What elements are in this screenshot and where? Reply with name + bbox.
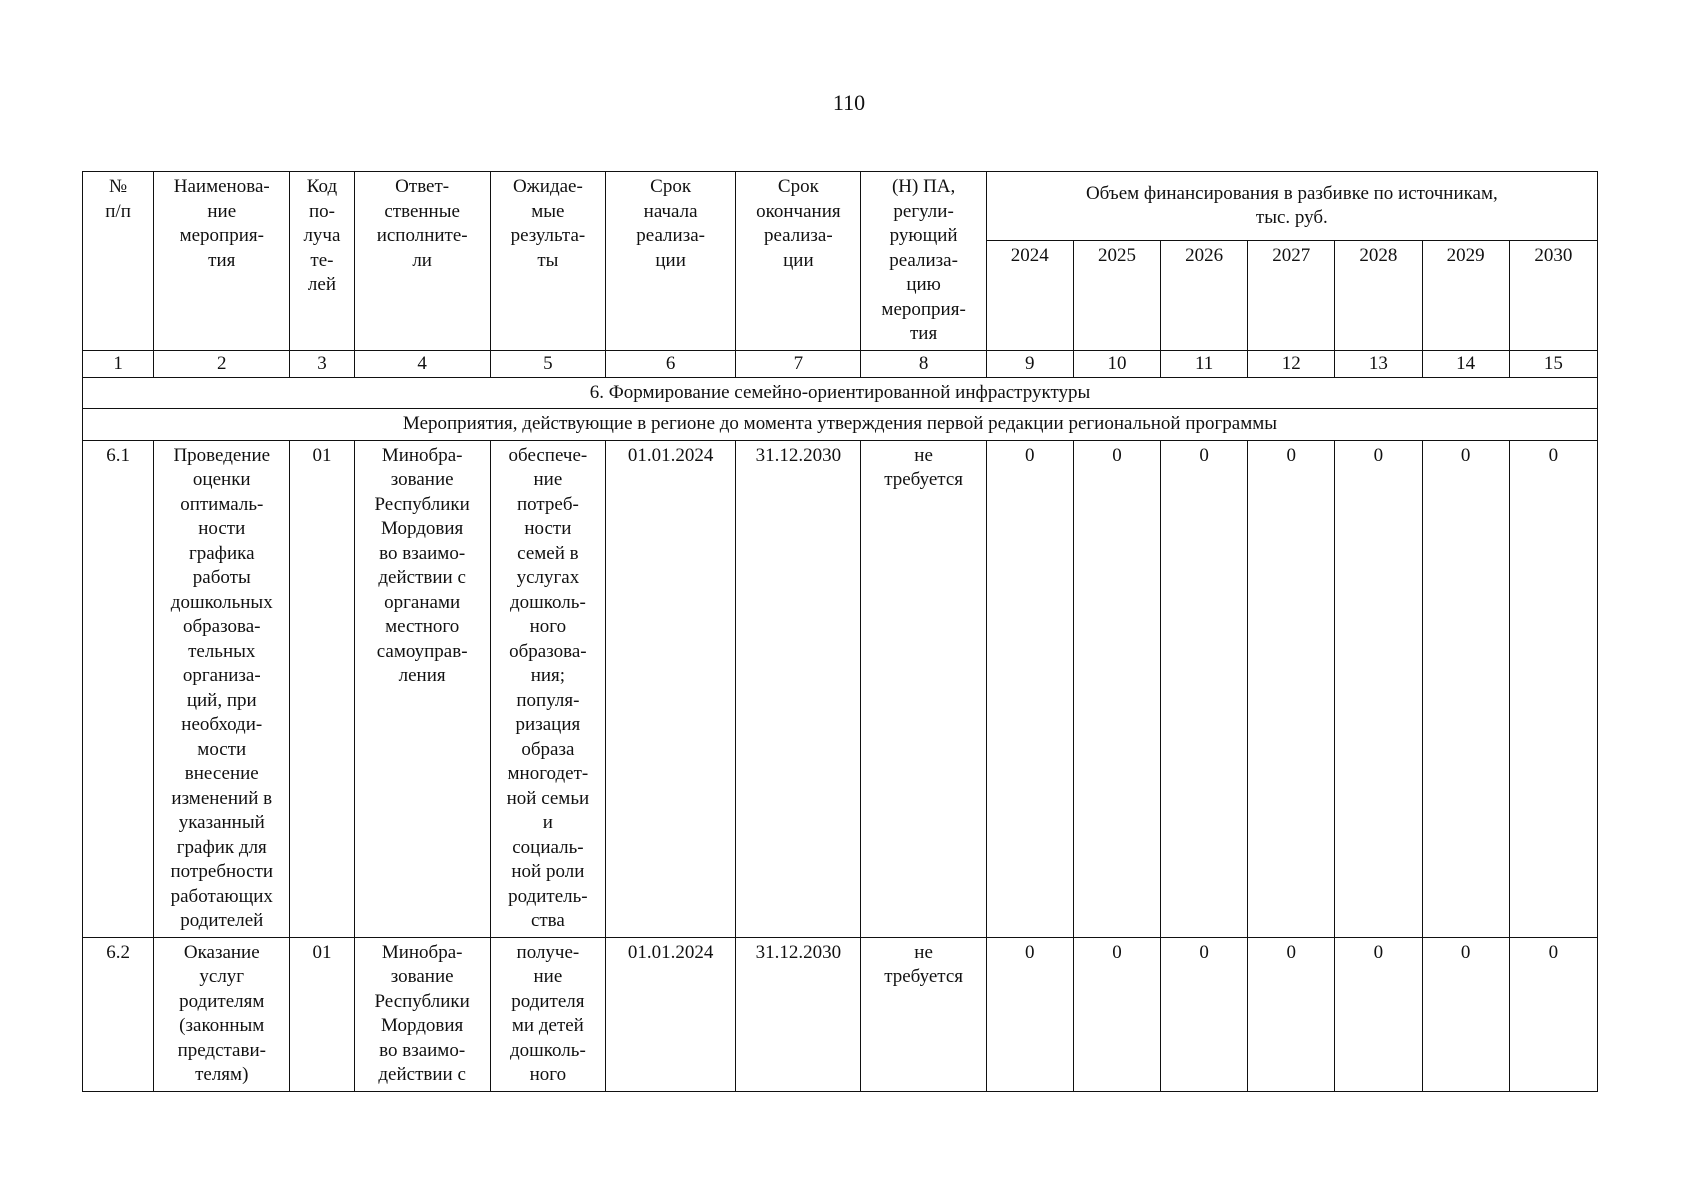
header-funding: Объем финансирования в разбивке по источникам, тыс. руб. <box>986 172 1597 241</box>
column-number: 12 <box>1248 350 1335 377</box>
column-number: 6 <box>606 350 736 377</box>
column-number: 1 <box>83 350 154 377</box>
row-end-date: 31.12.2030 <box>736 937 861 1091</box>
section-row <box>83 377 1598 409</box>
header-year: 2025 <box>1073 241 1160 350</box>
column-number: 10 <box>1073 350 1160 377</box>
row-expected-results: получе- ние родителя ми детей дошколь- ного <box>490 937 605 1091</box>
header-year: 2030 <box>1509 241 1597 350</box>
row-funding-value: 0 <box>1161 937 1248 1091</box>
header-expected-results: Ожидае- мые результа- ты <box>490 172 605 351</box>
header-year: 2026 <box>1161 241 1248 350</box>
row-end-date: 31.12.2030 <box>736 440 861 937</box>
header-legal-act: (Н) ПА, регули- рующий реализа- цию мероприя- тия <box>861 172 986 351</box>
column-number: 14 <box>1422 350 1509 377</box>
table-row <box>83 937 1598 1091</box>
row-funding-value: 0 <box>1422 440 1509 937</box>
column-number: 9 <box>986 350 1073 377</box>
table-header-row <box>83 172 1598 241</box>
row-funding-value: 0 <box>1073 937 1160 1091</box>
column-number: 15 <box>1509 350 1597 377</box>
header-start-date: Срок начала реализа- ции <box>606 172 736 351</box>
header-num: № п/п <box>83 172 154 351</box>
row-funding-value: 0 <box>1335 440 1422 937</box>
header-year: 2029 <box>1422 241 1509 350</box>
header-year: 2027 <box>1248 241 1335 350</box>
column-numbers-row <box>83 350 1598 377</box>
row-funding-value: 0 <box>1248 937 1335 1091</box>
column-number: 11 <box>1161 350 1248 377</box>
page-number: 110 <box>832 90 866 115</box>
row-legal-act: не требуется <box>861 937 986 1091</box>
row-expected-results: обеспече- ние потреб- ности семей в услугах дошколь- ного образова- ния; популя- ризация образа многодет- ной семьи и социаль- ной роли родитель- ства <box>490 440 605 937</box>
row-activity-name: Проведение оценки оптималь- ности графика работы дошкольных образова- тельных организа- ций, при необходи- мости внесение изменений в указанный график для потребности работающих родителей <box>154 440 290 937</box>
row-funding-value: 0 <box>1248 440 1335 937</box>
row-funding-value: 0 <box>986 937 1073 1091</box>
row-activity-name: Оказание услуг родителям (законным представи- телям) <box>154 937 290 1091</box>
header-responsible: Ответ- ственные исполните- ли <box>354 172 490 351</box>
row-funding-value: 0 <box>1422 937 1509 1091</box>
row-number: 6.1 <box>83 440 154 937</box>
row-funding-value: 0 <box>1335 937 1422 1091</box>
section-title: 6. Формирование семейно-ориентированной инфраструктуры <box>83 377 1598 409</box>
column-number: 5 <box>490 350 605 377</box>
subsection-title: Мероприятия, действующие в регионе до момента утверждения первой редакции региональной программы <box>83 409 1598 441</box>
header-year: 2024 <box>986 241 1073 350</box>
row-responsible: Минобра- зование Республики Мордовия во взаимо- действии с <box>354 937 490 1091</box>
header-name: Наименова- ние мероприя- тия <box>154 172 290 351</box>
header-end-date: Срок окончания реализа- ции <box>736 172 861 351</box>
column-number: 13 <box>1335 350 1422 377</box>
row-recipient-code: 01 <box>290 937 354 1091</box>
row-funding-value: 0 <box>1161 440 1248 937</box>
row-funding-value: 0 <box>1509 937 1597 1091</box>
column-number: 2 <box>154 350 290 377</box>
action-plan-table <box>82 171 1598 1092</box>
row-recipient-code: 01 <box>290 440 354 937</box>
row-legal-act: не требуется <box>861 440 986 937</box>
row-number: 6.2 <box>83 937 154 1091</box>
column-number: 4 <box>354 350 490 377</box>
row-responsible: Минобра- зование Республики Мордовия во взаимо- действии с органами местного самоуправ- ления <box>354 440 490 937</box>
subsection-row <box>83 409 1598 441</box>
table-row <box>83 440 1598 937</box>
row-funding-value: 0 <box>1073 440 1160 937</box>
column-number: 3 <box>290 350 354 377</box>
column-number: 8 <box>861 350 986 377</box>
row-funding-value: 0 <box>986 440 1073 937</box>
header-year: 2028 <box>1335 241 1422 350</box>
row-start-date: 01.01.2024 <box>606 440 736 937</box>
row-start-date: 01.01.2024 <box>606 937 736 1091</box>
row-funding-value: 0 <box>1509 440 1597 937</box>
column-number: 7 <box>736 350 861 377</box>
header-code: Код по- луча те- лей <box>290 172 354 351</box>
